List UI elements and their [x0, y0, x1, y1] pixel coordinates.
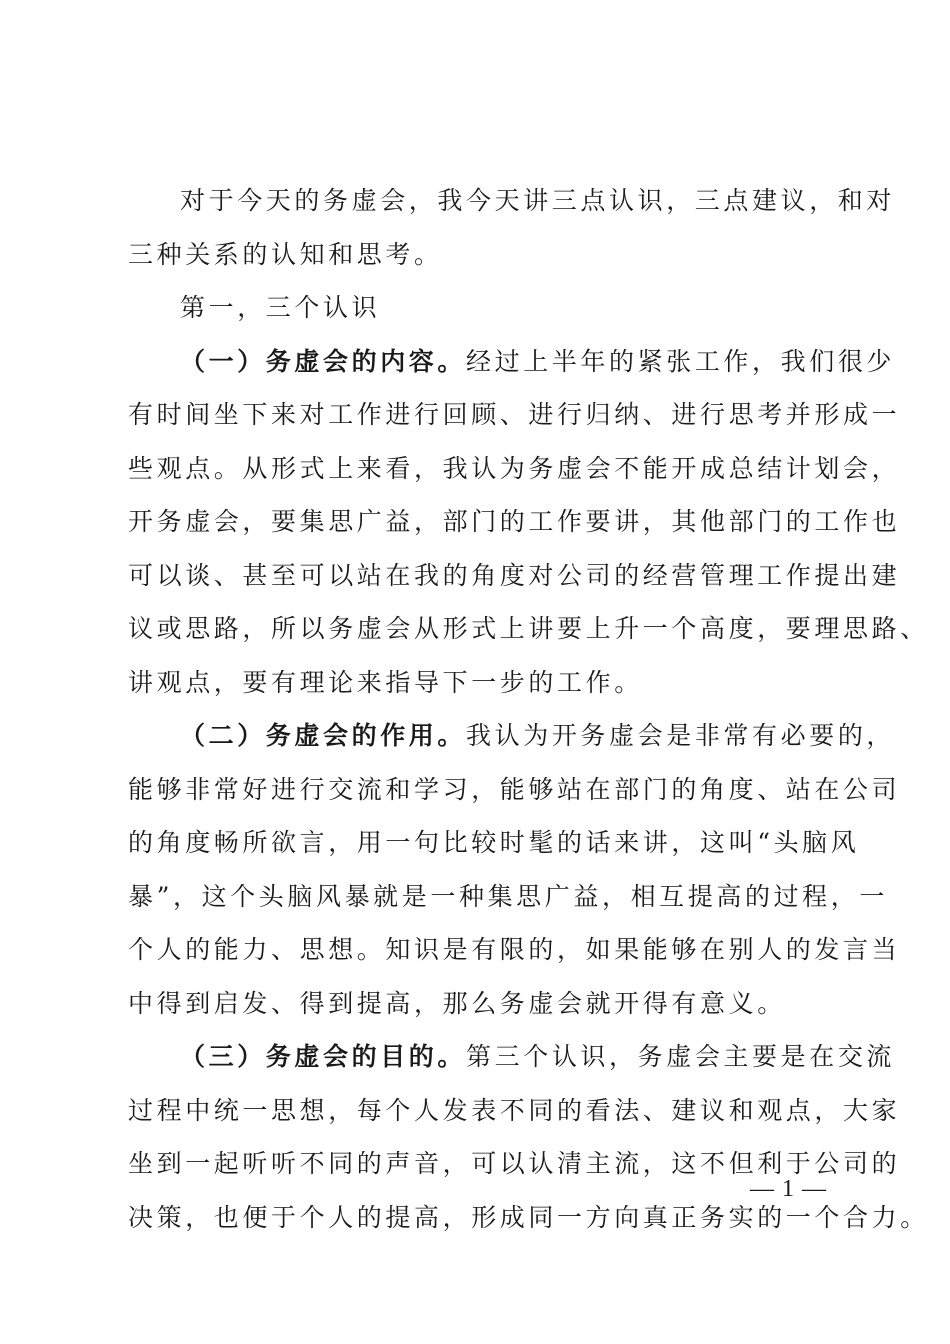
- paragraph-line: 决策，也便于个人的提高，形成同一方向真正务实的一个合力。: [128, 1202, 929, 1232]
- paragraph-line: 过程中统一思想，每个人发表不同的看法、建议和观点，大家: [128, 1095, 901, 1125]
- paragraph-line: 可以谈、甚至可以站在我的角度对公司的经营管理工作提出建: [128, 560, 901, 590]
- paragraph-line: 坐到一起听听不同的声音，可以认清主流，这不但利于公司的: [128, 1149, 901, 1178]
- paragraph-line: 暴”，这个头脑风暴就是一种集思广益，相互提高的过程，一: [128, 881, 888, 911]
- paragraph-line: 三种关系的认知和思考。: [128, 239, 443, 269]
- paragraph-first-line: [128, 335, 896, 389]
- subsection-heading: （三）务虚会的目的。: [180, 1042, 467, 1071]
- paragraph-line: 中得到启发、得到提高，那么务虚会就开得有意义。: [128, 988, 786, 1018]
- document-body: [128, 174, 929, 1244]
- paragraph-line: 些观点。从形式上来看，我认为务虚会不能开成总结计划会，: [128, 453, 901, 483]
- paragraph-line: 能够非常好进行交流和学习，能够站在部门的角度、站在公司: [128, 774, 901, 804]
- page-number: — 1 —: [750, 1176, 827, 1202]
- paragraph-text: 经过上半年的紧张工作，我们很少: [466, 346, 896, 376]
- paragraph-line: 开务虚会，要集思广益，部门的工作要讲，其他部门的工作也: [128, 507, 901, 536]
- paragraph-line: 有时间坐下来对工作进行回顾、进行归纳、进行思考并形成一: [128, 400, 901, 429]
- paragraph-first-line: [128, 709, 896, 763]
- subsection-heading: （二）务虚会的作用。: [180, 721, 467, 750]
- subsection-heading: （一）务虚会的内容。: [180, 346, 467, 376]
- section-heading: 第一，三个认识: [180, 293, 381, 322]
- paragraph-text: 我认为开务虚会是非常有必要的，: [466, 721, 896, 750]
- paragraph-line: 个人的能力、思想。知识是有限的，如果能够在别人的发言当: [128, 935, 901, 964]
- paragraph-line: 的角度畅所欲言，用一句比较时髦的话来讲，这叫“头脑风: [128, 828, 860, 857]
- paragraph-line: 讲观点，要有理论来指导下一步的工作。: [128, 667, 643, 697]
- paragraph-line: 对于今天的务虚会，我今天讲三点认识，三点建议，和对: [180, 186, 896, 215]
- paragraph-first-line: [128, 1030, 896, 1084]
- paragraph-text: 第三个认识，务虚会主要是在交流: [466, 1042, 896, 1071]
- paragraph-line: 议或思路，所以务虚会从形式上讲要上升一个高度，要理思路、: [128, 614, 929, 643]
